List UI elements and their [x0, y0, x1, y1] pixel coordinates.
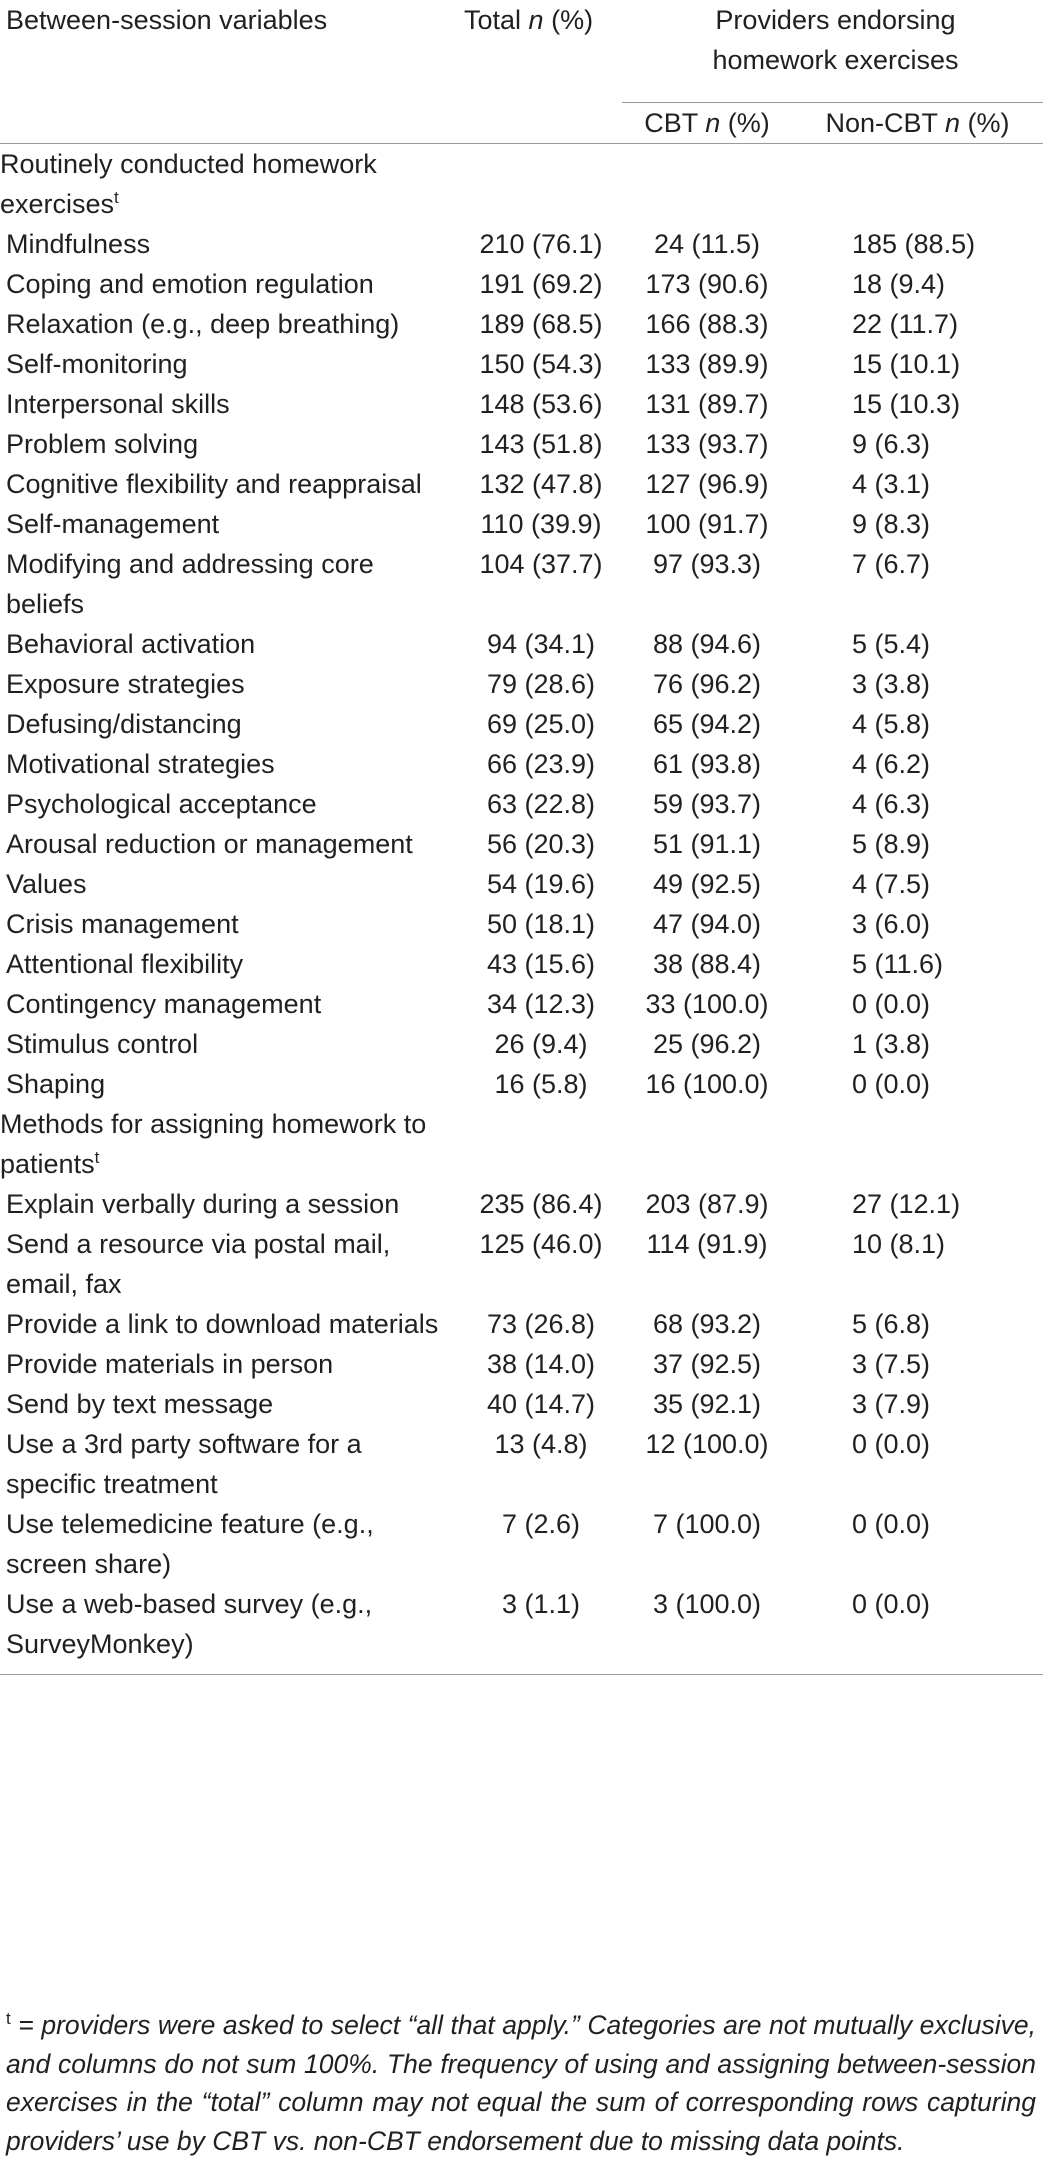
cell-non-cbt: 1 (3.8) [852, 1029, 931, 1059]
cell-cbt: 100 (91.7) [645, 509, 769, 539]
cell-total: 50 (18.1) [486, 909, 596, 939]
cell-cbt: 3 (100.0) [622, 1584, 792, 1675]
cell-total: 110 (39.9) [480, 509, 602, 539]
table-row [0, 1224, 1043, 1304]
row-label: Provide materials in person [6, 1349, 334, 1379]
cell-cbt: 131 (89.7) [645, 389, 769, 419]
cell-total: 191 (69.2) [479, 269, 603, 299]
row-label: Attentional flexibility [6, 949, 244, 979]
cell-total: 132 (47.8) [479, 469, 603, 499]
cell-total: 69 (25.0) [486, 709, 596, 739]
row-label: Send a resource via postal mail, email, fax [6, 1229, 391, 1299]
cell-non-cbt: 4 (7.5) [852, 869, 931, 899]
cell-total: 40 (14.7) [486, 1389, 596, 1419]
table-row [0, 1424, 1043, 1504]
cell-cbt: 203 (87.9) [645, 1189, 769, 1219]
section-title: Methods for assigning homework to patients$^t$ [0, 1109, 427, 1179]
cell-non-cbt: 4 (5.8) [852, 709, 931, 739]
row-label: Self-management [6, 509, 220, 539]
cell-cbt: 7 (100.0) [652, 1509, 762, 1539]
table-row [0, 664, 1043, 704]
table-row [0, 1384, 1043, 1424]
header-variables: Between-session variables [6, 5, 328, 35]
cell-non-cbt: 18 (9.4) [852, 269, 946, 299]
table-row [0, 1344, 1043, 1384]
table-row [0, 944, 1043, 984]
section-marker: t [114, 188, 119, 207]
cell-cbt: 133 (89.9) [645, 349, 769, 379]
cell-total: 189 (68.5) [479, 309, 603, 339]
table-row [0, 1504, 1043, 1584]
cell-non-cbt: 5 (8.9) [852, 829, 931, 859]
row-label: Modifying and addressing core beliefs [6, 549, 374, 619]
table-row [0, 1584, 1043, 1675]
cell-cbt: 47 (94.0) [652, 909, 762, 939]
row-label: Use a web-based survey (e.g., SurveyMonkey) [0, 1584, 460, 1675]
cell-total: 73 (26.8) [486, 1309, 596, 1339]
cell-non-cbt: 0 (0.0) [852, 989, 931, 1019]
cell-non-cbt: 10 (8.1) [852, 1229, 946, 1259]
table-row [0, 624, 1043, 664]
cell-total: 148 (53.6) [479, 389, 603, 419]
cell-non-cbt: 27 (12.1) [852, 1189, 961, 1219]
cell-cbt: 166 (88.3) [645, 309, 769, 339]
row-label: Interpersonal skills [6, 389, 230, 419]
cell-cbt: 38 (88.4) [652, 949, 762, 979]
header-row [0, 0, 1043, 103]
cell-cbt: 88 (94.6) [652, 629, 762, 659]
cell-non-cbt: 3 (3.8) [852, 669, 931, 699]
row-label: Psychological acceptance [6, 789, 317, 819]
table-row [0, 904, 1043, 944]
footnote-marker: t [6, 2009, 11, 2028]
cell-cbt: 12 (100.0) [645, 1429, 769, 1459]
row-label: Stimulus control [6, 1029, 199, 1059]
cell-non-cbt: 4 (3.1) [852, 469, 931, 499]
cell-total: 104 (37.7) [479, 549, 603, 579]
row-label: Provide a link to download materials [6, 1309, 439, 1339]
row-label: Motivational strategies [6, 749, 275, 779]
row-label: Problem solving [6, 429, 199, 459]
row-label: Contingency management [6, 989, 322, 1019]
footnote [6, 2006, 1036, 2160]
cell-non-cbt: 9 (6.3) [852, 429, 931, 459]
cell-total: 43 (15.6) [486, 949, 596, 979]
header-cbt: CBT n (%) [622, 103, 792, 144]
cell-cbt: 65 (94.2) [652, 709, 762, 739]
table-row [0, 344, 1043, 384]
cell-cbt: 76 (96.2) [652, 669, 762, 699]
table-row [0, 1024, 1043, 1064]
cell-cbt: 173 (90.6) [645, 269, 769, 299]
cell-non-cbt: 22 (11.7) [852, 309, 959, 339]
cell-total: 210 (76.1) [479, 229, 603, 259]
cell-non-cbt: 0 (0.0) [852, 1069, 931, 1099]
cell-non-cbt: 185 (88.5) [852, 229, 976, 259]
table-row [0, 1184, 1043, 1224]
header-total: Total n (%) [464, 5, 594, 35]
section-title: Routinely conducted homework exercises$^t$ [0, 149, 377, 219]
table-row [0, 464, 1043, 504]
section-marker: t [94, 1148, 100, 1167]
subheader-row [0, 103, 1043, 144]
cell-non-cbt: 15 (10.1) [852, 349, 961, 379]
section-heading [0, 1104, 1043, 1184]
section-heading [0, 144, 1043, 225]
cell-cbt: 25 (96.2) [652, 1029, 762, 1059]
cell-total: 3 (1.1) [460, 1584, 622, 1675]
row-label: Crisis management [6, 909, 239, 939]
row-label: Coping and emotion regulation [6, 269, 374, 299]
header-non-cbt: Non-CBT n (%) [792, 103, 1043, 144]
cell-non-cbt: 0 (0.0) [852, 1509, 931, 1539]
cell-total: 38 (14.0) [486, 1349, 596, 1379]
cell-non-cbt: 5 (11.6) [852, 949, 944, 979]
cell-cbt: 133 (93.7) [645, 429, 769, 459]
cell-cbt: 49 (92.5) [652, 869, 762, 899]
table-row [0, 984, 1043, 1024]
row-label: Shaping [6, 1069, 106, 1099]
table-row [0, 384, 1043, 424]
cell-cbt: 97 (93.3) [652, 549, 762, 579]
cell-total: 7 (2.6) [501, 1509, 581, 1539]
row-label: Behavioral activation [6, 629, 256, 659]
row-label: Mindfulness [6, 229, 151, 259]
row-label: Relaxation (e.g., deep breathing) [6, 309, 400, 339]
table-body [0, 144, 1043, 1675]
table-row [0, 544, 1043, 624]
cell-cbt: 61 (93.8) [652, 749, 762, 779]
cell-total: 63 (22.8) [486, 789, 596, 819]
table-row [0, 424, 1043, 464]
cell-non-cbt: 7 (6.7) [852, 549, 931, 579]
cell-total: 125 (46.0) [479, 1229, 603, 1259]
table-row [0, 504, 1043, 544]
cell-total: 56 (20.3) [486, 829, 596, 859]
cell-cbt: 24 (11.5) [653, 229, 761, 259]
cell-cbt: 33 (100.0) [645, 989, 769, 1019]
cell-cbt: 35 (92.1) [652, 1389, 762, 1419]
cell-total: 13 (4.8) [494, 1429, 588, 1459]
table-row [0, 864, 1043, 904]
cell-total: 94 (34.1) [486, 629, 596, 659]
cell-total: 143 (51.8) [479, 429, 603, 459]
cell-non-cbt: 3 (6.0) [852, 909, 931, 939]
cell-total: 26 (9.4) [494, 1029, 588, 1059]
row-label: Explain verbally during a session [6, 1189, 400, 1219]
header-group: Providers endorsing homework exercises [622, 0, 1043, 103]
cell-non-cbt: 5 (5.4) [852, 629, 931, 659]
row-label: Cognitive flexibility and reappraisal [6, 469, 422, 499]
cell-total: 34 (12.3) [486, 989, 596, 1019]
cell-total: 66 (23.9) [486, 749, 596, 779]
table-row [0, 824, 1043, 864]
cell-total: 16 (5.8) [494, 1069, 588, 1099]
cell-cbt: 127 (96.9) [645, 469, 769, 499]
row-label: Use telemedicine feature (e.g., screen share) [6, 1509, 374, 1579]
table-row [0, 224, 1043, 264]
cell-cbt: 59 (93.7) [652, 789, 762, 819]
table-row [0, 304, 1043, 344]
cell-non-cbt: 15 (10.3) [852, 389, 961, 419]
table-row [0, 264, 1043, 304]
cell-total: 79 (28.6) [486, 669, 596, 699]
row-label: Arousal reduction or management [6, 829, 413, 859]
cell-non-cbt: 4 (6.2) [852, 749, 931, 779]
row-label: Self-monitoring [6, 349, 188, 379]
cell-cbt: 68 (93.2) [652, 1309, 762, 1339]
cell-non-cbt: 9 (8.3) [852, 509, 931, 539]
cell-cbt: 114 (91.9) [646, 1229, 768, 1259]
cell-non-cbt: 4 (6.3) [852, 789, 931, 819]
cell-cbt: 51 (91.1) [652, 829, 762, 859]
cell-non-cbt: 0 (0.0) [792, 1584, 1043, 1675]
row-label: Exposure strategies [6, 669, 245, 699]
row-label: Values [6, 869, 87, 899]
cell-total: 235 (86.4) [479, 1189, 603, 1219]
row-label: Send by text message [6, 1389, 274, 1419]
table-row [0, 784, 1043, 824]
cell-non-cbt: 0 (0.0) [852, 1429, 931, 1459]
table-row [0, 704, 1043, 744]
table-row [0, 1304, 1043, 1344]
cell-non-cbt: 3 (7.5) [852, 1349, 931, 1379]
cell-cbt: 37 (92.5) [652, 1349, 762, 1379]
cell-total: 150 (54.3) [479, 349, 603, 379]
row-label: Use a 3rd party software for a specific treatment [6, 1429, 362, 1499]
cell-cbt: 16 (100.0) [645, 1069, 769, 1099]
row-label: Defusing/distancing [6, 709, 242, 739]
table-row [0, 1064, 1043, 1104]
footnote-text: = providers were asked to select “all that apply.” Categories are not mutually exclusive, and columns do not sum 100%. The frequency of using and assigning between-session exercises in the “total” column may not equal the sum of corresponding rows capturing providers’ use by CBT vs. non-CBT endorsement due to missing data points. [6, 2010, 1036, 2156]
cell-non-cbt: 5 (6.8) [852, 1309, 931, 1339]
table-row [0, 744, 1043, 784]
cell-non-cbt: 3 (7.9) [852, 1389, 931, 1419]
cell-total: 54 (19.6) [486, 869, 596, 899]
